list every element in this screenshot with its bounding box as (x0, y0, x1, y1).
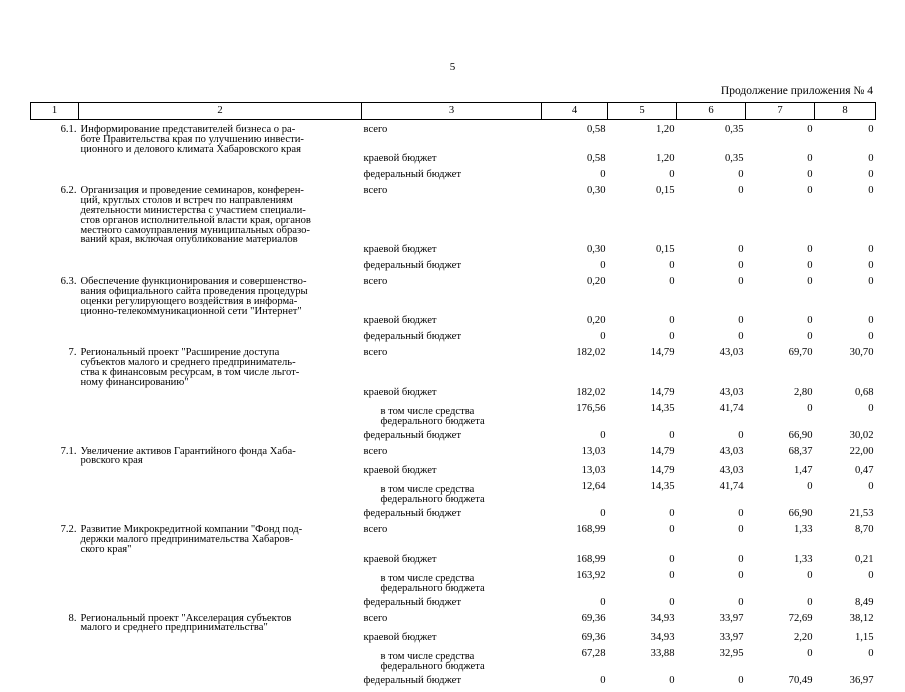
item-code (31, 649, 79, 676)
table-row (31, 431, 876, 447)
amount-cell: 0 (608, 571, 677, 598)
amount-cell: 34,93 (608, 633, 677, 649)
amount-cell: 0,68 (815, 388, 876, 404)
item-code (31, 316, 79, 332)
amount-cell: 36,97 (815, 676, 876, 692)
amount-cell: 0 (608, 509, 677, 525)
item-name (79, 509, 362, 525)
item-name (79, 676, 362, 692)
amount-cell: 66,90 (746, 431, 815, 447)
amount-cell: 0 (677, 598, 746, 614)
table-row (31, 649, 876, 676)
amount-cell: 0 (608, 170, 677, 186)
amount-cell: 32,95 (677, 649, 746, 676)
amount-cell: 0 (815, 277, 876, 316)
item-name (79, 466, 362, 482)
funding-source: краевой бюджет (362, 316, 542, 332)
item-name (79, 404, 362, 431)
amount-cell: 0 (542, 598, 608, 614)
amount-cell: 0 (608, 598, 677, 614)
amount-cell: 41,74 (677, 482, 746, 509)
amount-cell: 14,35 (608, 404, 677, 431)
amount-cell: 43,03 (677, 388, 746, 404)
item-name (79, 555, 362, 571)
column-header: 6 (677, 103, 746, 120)
amount-cell: 0 (746, 598, 815, 614)
amount-cell: 2,80 (746, 388, 815, 404)
amount-cell: 12,64 (542, 482, 608, 509)
amount-cell: 30,70 (815, 348, 876, 387)
table-row (31, 154, 876, 170)
amount-cell: 0 (815, 186, 876, 245)
amount-cell: 1,15 (815, 633, 876, 649)
item-code: 7.1. (31, 447, 79, 467)
table-row (31, 332, 876, 348)
item-code (31, 676, 79, 692)
funding-source: всего (362, 525, 542, 554)
funding-source: в том числе средства федерального бюджета (362, 482, 542, 509)
item-name (79, 388, 362, 404)
item-name: Региональный проект "Акселерация субъектов малого и среднего предпринимательства" (79, 614, 362, 634)
amount-cell: 0 (608, 676, 677, 692)
amount-cell: 0,35 (677, 154, 746, 170)
funding-source: федеральный бюджет (362, 509, 542, 525)
amount-cell: 0 (677, 277, 746, 316)
amount-cell: 0,58 (542, 120, 608, 155)
funding-source: федеральный бюджет (362, 676, 542, 692)
item-code (31, 332, 79, 348)
column-header: 7 (746, 103, 815, 120)
amount-cell: 163,92 (542, 571, 608, 598)
funding-source: всего (362, 348, 542, 387)
budget-table (30, 102, 876, 692)
amount-cell: 182,02 (542, 388, 608, 404)
amount-cell: 41,74 (677, 404, 746, 431)
amount-cell: 70,49 (746, 676, 815, 692)
amount-cell: 0 (542, 509, 608, 525)
table-row (31, 466, 876, 482)
column-header: 4 (542, 103, 608, 120)
amount-cell: 0 (815, 649, 876, 676)
amount-cell: 0 (746, 316, 815, 332)
item-code (31, 571, 79, 598)
amount-cell: 33,97 (677, 614, 746, 634)
amount-cell: 0,20 (542, 277, 608, 316)
funding-source: в том числе средства федерального бюджета (362, 571, 542, 598)
funding-source: всего (362, 277, 542, 316)
amount-cell: 0 (677, 316, 746, 332)
amount-cell: 30,02 (815, 431, 876, 447)
table-row (31, 348, 876, 387)
amount-cell: 0 (677, 245, 746, 261)
table-body (31, 120, 876, 692)
item-name (79, 482, 362, 509)
item-name: Увеличение активов Гарантийного фонда Хаба- ровского края (79, 447, 362, 467)
amount-cell: 0 (608, 431, 677, 447)
item-name (79, 154, 362, 170)
amount-cell: 1,33 (746, 555, 815, 571)
amount-cell: 0 (746, 482, 815, 509)
table-row (31, 120, 876, 155)
appendix-continuation-title: Продолжение приложения № 4 (721, 85, 873, 97)
table-row (31, 633, 876, 649)
amount-cell: 2,20 (746, 633, 815, 649)
amount-cell: 0 (746, 154, 815, 170)
amount-cell: 0 (746, 332, 815, 348)
amount-cell: 0 (608, 261, 677, 277)
amount-cell: 0 (746, 649, 815, 676)
table-row (31, 245, 876, 261)
funding-source: федеральный бюджет (362, 431, 542, 447)
item-code: 7.2. (31, 525, 79, 554)
table-row (31, 186, 876, 245)
table-row (31, 509, 876, 525)
item-name: Информирование представителей бизнеса о ра- боте Правительства края по улучшению инвести- ционного и делового климата Хабаровского края (79, 120, 362, 155)
amount-cell: 0 (677, 186, 746, 245)
amount-cell: 0 (746, 170, 815, 186)
amount-cell: 0 (677, 676, 746, 692)
item-code (31, 633, 79, 649)
amount-cell: 0 (677, 571, 746, 598)
amount-cell: 34,93 (608, 614, 677, 634)
amount-cell: 66,90 (746, 509, 815, 525)
table-row (31, 316, 876, 332)
table-row (31, 525, 876, 554)
item-code (31, 154, 79, 170)
item-code: 6.1. (31, 120, 79, 155)
table-row (31, 676, 876, 692)
item-name (79, 316, 362, 332)
amount-cell: 0 (746, 404, 815, 431)
item-name: Организация и проведение семинаров, конферен- ций, круглых столов и встреч по направлениям деятельности министерства с участием специали- стов органов исполнительной власти края, органов местного самоуправления муниципальных образо- ваний края, включая опубликование материалов (79, 186, 362, 245)
table-row (31, 571, 876, 598)
amount-cell: 1,20 (608, 154, 677, 170)
item-name (79, 571, 362, 598)
table-row (31, 614, 876, 634)
item-code (31, 245, 79, 261)
item-code (31, 261, 79, 277)
amount-cell: 33,88 (608, 649, 677, 676)
amount-cell: 13,03 (542, 447, 608, 467)
amount-cell: 14,79 (608, 466, 677, 482)
amount-cell: 0,30 (542, 186, 608, 245)
amount-cell: 69,70 (746, 348, 815, 387)
amount-cell: 1,47 (746, 466, 815, 482)
column-header: 8 (815, 103, 876, 120)
amount-cell: 0 (746, 261, 815, 277)
amount-cell: 0 (677, 525, 746, 554)
amount-cell: 0 (677, 431, 746, 447)
table-row (31, 170, 876, 186)
funding-source: федеральный бюджет (362, 598, 542, 614)
amount-cell: 21,53 (815, 509, 876, 525)
amount-cell: 0 (815, 170, 876, 186)
funding-source: всего (362, 614, 542, 634)
item-name (79, 332, 362, 348)
amount-cell: 0 (815, 404, 876, 431)
amount-cell: 0 (608, 316, 677, 332)
funding-source: краевой бюджет (362, 154, 542, 170)
amount-cell: 0 (677, 555, 746, 571)
table-row (31, 277, 876, 316)
table-row (31, 482, 876, 509)
amount-cell: 0 (815, 316, 876, 332)
amount-cell: 1,20 (608, 120, 677, 155)
item-code (31, 482, 79, 509)
amount-cell: 69,36 (542, 614, 608, 634)
amount-cell: 0,21 (815, 555, 876, 571)
amount-cell: 0 (815, 245, 876, 261)
item-code (31, 388, 79, 404)
amount-cell: 33,97 (677, 633, 746, 649)
column-header: 1 (31, 103, 79, 120)
amount-cell: 67,28 (542, 649, 608, 676)
item-code (31, 466, 79, 482)
column-header: 2 (79, 103, 362, 120)
amount-cell: 0 (677, 261, 746, 277)
amount-cell: 0,15 (608, 245, 677, 261)
item-code: 7. (31, 348, 79, 387)
table-row (31, 261, 876, 277)
column-header: 5 (608, 103, 677, 120)
item-code (31, 509, 79, 525)
amount-cell: 43,03 (677, 348, 746, 387)
funding-source: всего (362, 120, 542, 155)
amount-cell: 38,12 (815, 614, 876, 634)
funding-source: краевой бюджет (362, 466, 542, 482)
item-name (79, 598, 362, 614)
funding-source: федеральный бюджет (362, 332, 542, 348)
funding-source: федеральный бюджет (362, 170, 542, 186)
table-header-row (31, 103, 876, 120)
item-code (31, 404, 79, 431)
amount-cell: 8,49 (815, 598, 876, 614)
amount-cell: 168,99 (542, 525, 608, 554)
amount-cell: 0,47 (815, 466, 876, 482)
page-number: 5 (0, 61, 905, 73)
funding-source: краевой бюджет (362, 388, 542, 404)
item-code (31, 555, 79, 571)
funding-source: федеральный бюджет (362, 261, 542, 277)
amount-cell: 69,36 (542, 633, 608, 649)
item-name (79, 431, 362, 447)
amount-cell: 13,03 (542, 466, 608, 482)
funding-source: в том числе средства федерального бюджета (362, 404, 542, 431)
amount-cell: 0 (815, 482, 876, 509)
amount-cell: 0 (746, 245, 815, 261)
item-name (79, 245, 362, 261)
amount-cell: 0 (815, 571, 876, 598)
amount-cell: 0,35 (677, 120, 746, 155)
amount-cell: 14,79 (608, 447, 677, 467)
amount-cell: 182,02 (542, 348, 608, 387)
amount-cell: 14,79 (608, 388, 677, 404)
table-row (31, 555, 876, 571)
amount-cell: 0 (542, 332, 608, 348)
amount-cell: 0 (542, 676, 608, 692)
amount-cell: 8,70 (815, 525, 876, 554)
amount-cell: 0 (746, 186, 815, 245)
amount-cell: 43,03 (677, 466, 746, 482)
amount-cell: 176,56 (542, 404, 608, 431)
table-row (31, 447, 876, 467)
amount-cell: 0 (608, 525, 677, 554)
amount-cell: 43,03 (677, 447, 746, 467)
item-name: Обеспечение функционирования и совершенство- вания официального сайта проведения процедуры оценки регулирующего воздействия в информа- ционно-телекоммуникационной сети "Интернет" (79, 277, 362, 316)
item-name (79, 261, 362, 277)
item-code (31, 170, 79, 186)
amount-cell: 0,20 (542, 316, 608, 332)
funding-source: всего (362, 186, 542, 245)
table-row (31, 404, 876, 431)
item-name (79, 633, 362, 649)
amount-cell: 0 (608, 277, 677, 316)
amount-cell: 68,37 (746, 447, 815, 467)
funding-source: краевой бюджет (362, 555, 542, 571)
amount-cell: 0 (608, 332, 677, 348)
amount-cell: 1,33 (746, 525, 815, 554)
amount-cell: 0,30 (542, 245, 608, 261)
amount-cell: 0 (746, 571, 815, 598)
amount-cell: 0,15 (608, 186, 677, 245)
funding-source: краевой бюджет (362, 633, 542, 649)
item-code: 6.3. (31, 277, 79, 316)
item-code: 6.2. (31, 186, 79, 245)
amount-cell: 72,69 (746, 614, 815, 634)
amount-cell: 0 (815, 154, 876, 170)
amount-cell: 22,00 (815, 447, 876, 467)
table-row (31, 598, 876, 614)
column-header: 3 (362, 103, 542, 120)
table-row (31, 388, 876, 404)
amount-cell: 0 (542, 431, 608, 447)
amount-cell: 0 (677, 332, 746, 348)
amount-cell: 0 (677, 509, 746, 525)
amount-cell: 0 (815, 261, 876, 277)
item-name (79, 170, 362, 186)
funding-source: всего (362, 447, 542, 467)
amount-cell: 0 (542, 261, 608, 277)
item-code: 8. (31, 614, 79, 634)
amount-cell: 0,58 (542, 154, 608, 170)
amount-cell: 0 (746, 120, 815, 155)
amount-cell: 0 (815, 332, 876, 348)
amount-cell: 0 (746, 277, 815, 316)
amount-cell: 0 (677, 170, 746, 186)
item-name: Региональный проект "Расширение доступа субъектов малого и среднего предприниматель- ства к финансовым ресурсам, в том числе льгот- ному финансированию" (79, 348, 362, 387)
funding-source: краевой бюджет (362, 245, 542, 261)
funding-source: в том числе средства федерального бюджета (362, 649, 542, 676)
amount-cell: 168,99 (542, 555, 608, 571)
item-code (31, 598, 79, 614)
amount-cell: 14,79 (608, 348, 677, 387)
amount-cell: 0 (608, 555, 677, 571)
item-code (31, 431, 79, 447)
item-name (79, 649, 362, 676)
amount-cell: 0 (542, 170, 608, 186)
amount-cell: 14,35 (608, 482, 677, 509)
item-name: Развитие Микрокредитной компании "Фонд под- держки малого предпринимательства Хабаров- ского края" (79, 525, 362, 554)
amount-cell: 0 (815, 120, 876, 155)
